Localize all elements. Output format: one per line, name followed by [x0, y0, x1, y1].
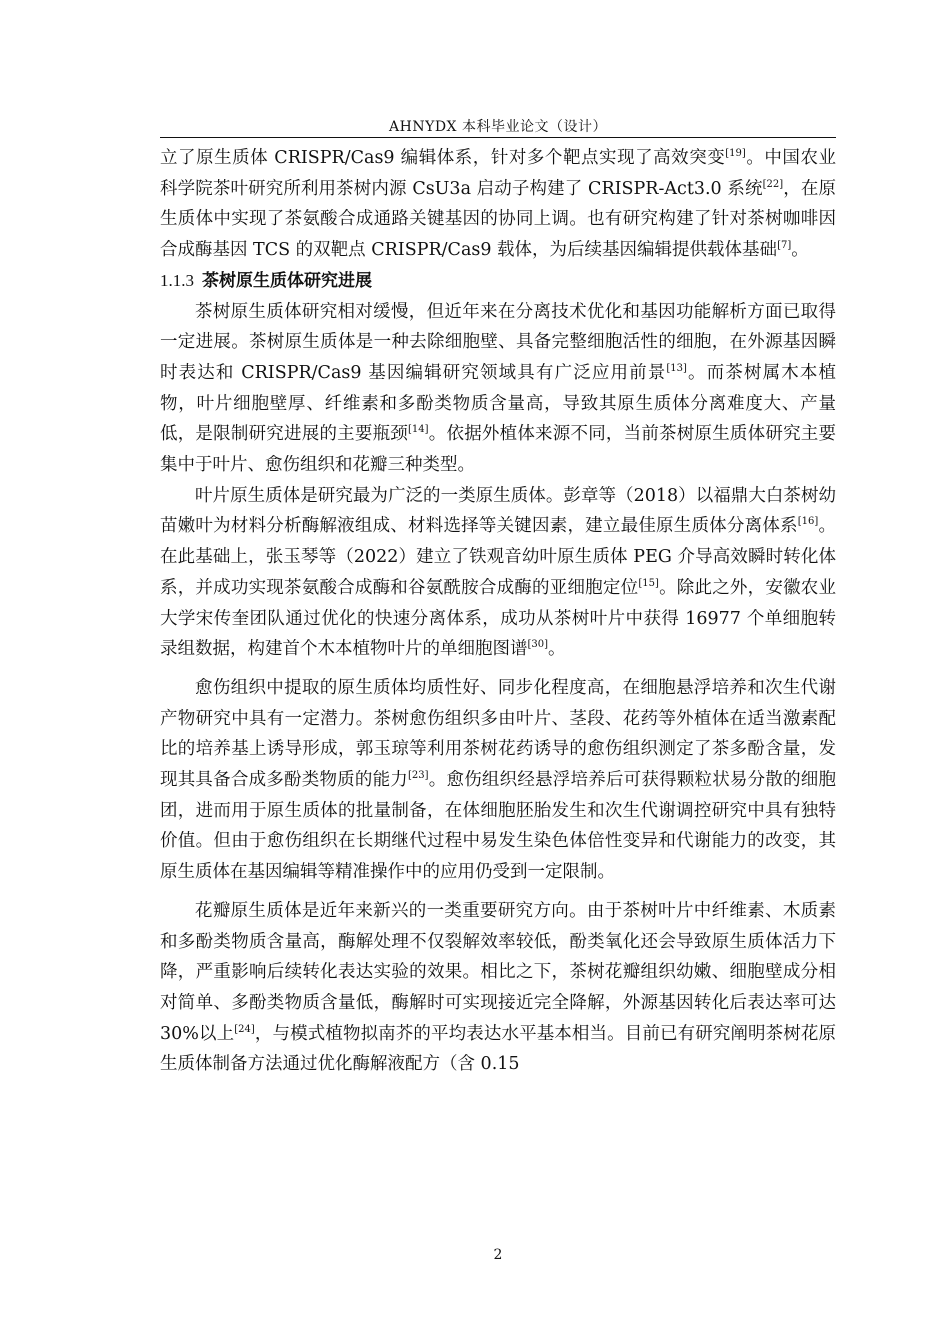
page-number: 2: [493, 1247, 503, 1263]
paragraph-3: [160, 481, 836, 665]
text-run: 立了原生质体 CRISPR/Cas9 编辑体系，针对多个靶点实现了高效突变: [160, 148, 726, 168]
text-run: 。依据外植体来源不同，当前茶树原生质体研究主要集中于叶片、愈伤组织和花瓣三种类型。: [160, 424, 836, 476]
citation: [16]: [797, 516, 819, 528]
body-text: [160, 143, 836, 1080]
citation: [30]: [527, 639, 549, 651]
text-run: ，与模式植物拟南芥的平均表达水平基本相当。目前已有研究阐明茶树花原生质体制备方法通过优化酶解液配方（含 0.15: [160, 1023, 837, 1075]
paragraph-2: [160, 297, 836, 481]
text-run: 。: [548, 639, 566, 660]
citation: [22]: [762, 178, 784, 190]
citation: [23]: [408, 770, 429, 782]
citation: [19]: [725, 148, 746, 160]
section-title: 茶树原生质体研究进展: [202, 270, 372, 291]
text-run: 。愈伤组织经悬浮培养后可获得颗粒状易分散的细胞团，进而用于原生质体的批量制备，在体细胞胚胎发生和次生代谢调控研究中具有独特价值。但由于愈伤组织在长期继代过程中易发生染色体倍性变异和代谢能力的改变，其原生质体在基因编辑等精准操作中的应用仍受到一定限制。: [160, 770, 836, 883]
citation: [24]: [234, 1023, 255, 1035]
paragraph-1: [160, 143, 836, 266]
section-heading: [160, 266, 836, 297]
citation: [13]: [666, 363, 687, 375]
text-run: 。中国农业科学院茶叶研究所利用茶树内源 CsU3a 启动子构建了 CRISPR-Act3.0 系统: [160, 148, 836, 199]
text-run: ，在原生质体中实现了茶氨酸合成通路关键基因的协同上调。也有研究构建了针对茶树咖啡因合成酶基因 TCS 的双靶点 CRISPR/Cas9 载体，为后续基因编辑提供载体基础: [160, 178, 837, 261]
text-run: 叶片原生质体是研究最为广泛的一类原生质体。彭章等（2018）以福鼎大白茶树幼苗嫩叶为材料分析酶解液组成、材料选择等关键因素，建立最佳原生质体分离体系: [160, 485, 836, 537]
text-run: 。: [791, 240, 809, 261]
text-run: 愈伤组织中提取的原生质体均质性好、同步化程度高，在细胞悬浮培养和次生代谢产物研究中具有一定潜力。茶树愈伤组织多由叶片、茎段、花药等外植体在适当激素配比的培养基上诱导形成，郭玉琼等利用茶树花药诱导的愈伤组织测定了茶多酚含量，发现其具备合成多酚类物质的能力: [160, 677, 836, 791]
header-rule: [160, 137, 836, 138]
text-run: 花瓣原生质体是近年来新兴的一类重要研究方向。由于茶树叶片中纤维素、木质素和多酚类物质含量高，酶解处理不仅裂解效率较低，酚类氧化还会导致原生质体活力下降，严重影响后续转化表达实验的效果。相比之下，茶树花瓣组织幼嫩、细胞壁成分相对简单、多酚类物质含量低，酶解时可实现接近完全降解，外源基因转化后表达率可达 30%以上: [160, 900, 836, 1044]
paragraph-4: [160, 673, 836, 888]
text-run: 。在此基础上，张玉琴等（2022）建立了铁观音幼叶原生质体 PEG 介导高效瞬时转化体系，并成功实现茶氨酸合成酶和谷氨酰胺合成酶的亚细胞定位: [160, 516, 837, 598]
text-run: 。而茶树属木本植物，叶片细胞壁厚、纤维素和多酚类物质含量高，导致其原生质体分离难度大、产量低，是限制研究进展的主要瓶颈: [160, 362, 836, 445]
section-number: 1.1.3: [160, 270, 194, 290]
paragraph-5: [160, 896, 836, 1080]
citation: [7]: [777, 240, 792, 252]
running-header: AHNYDX 本科毕业论文（设计）: [389, 119, 607, 135]
text-run: 。除此之外，安徽农业大学宋传奎团队通过优化的快速分离体系，成功从茶树叶片中获得 16977 个单细胞转录组数据，构建首个木本植物叶片的单细胞图谱: [160, 577, 837, 660]
citation: [15]: [638, 578, 659, 590]
citation: [14]: [408, 424, 429, 436]
text-run: 茶树原生质体研究相对缓慢，但近年来在分离技术优化和基因功能解析方面已取得一定进展。茶树原生质体是一种去除细胞壁、具备完整细胞活性的细胞，在外源基因瞬时表达和 CRISPR/Cas9 基因编辑研究领域具有广泛应用前景: [160, 301, 836, 383]
